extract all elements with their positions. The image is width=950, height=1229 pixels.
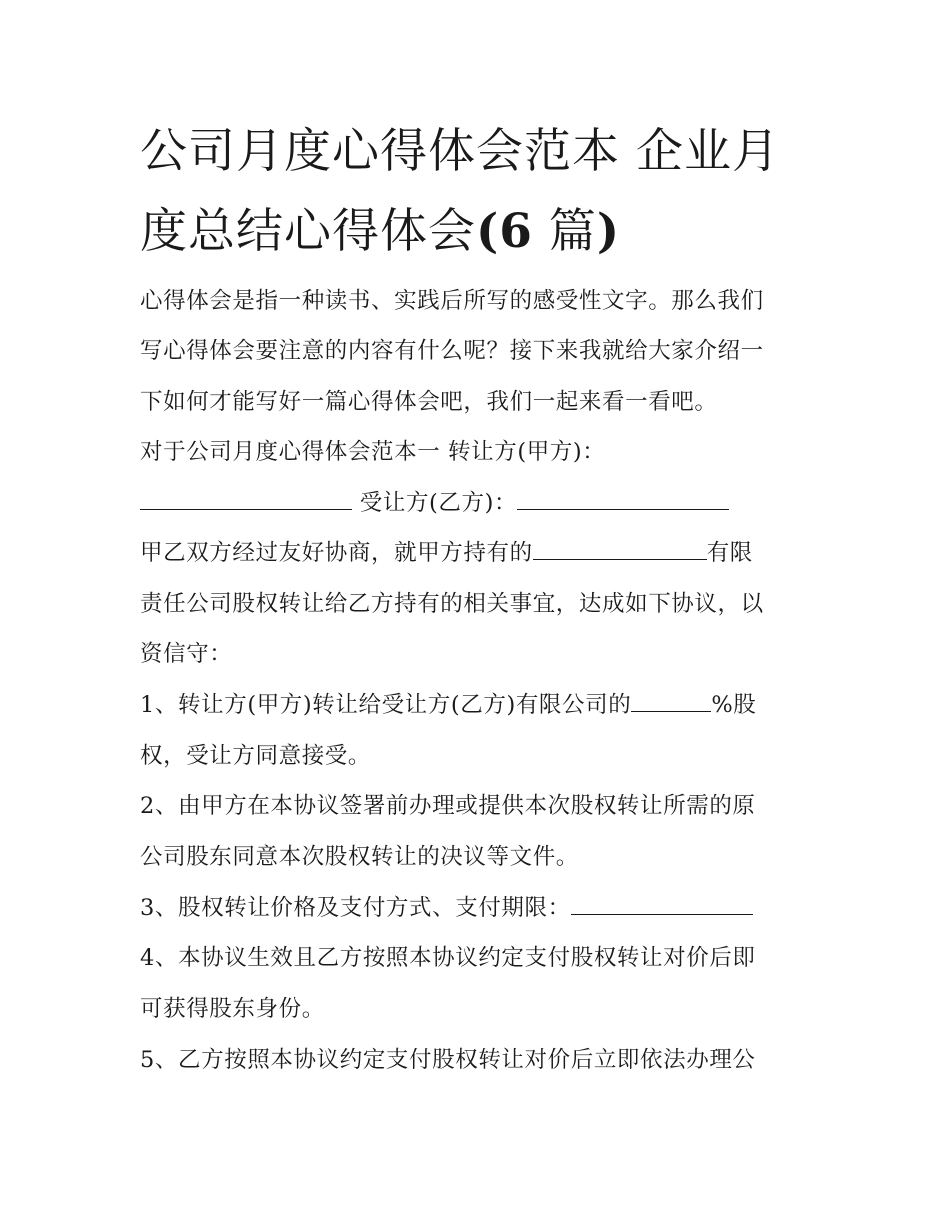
- document-title: [140, 112, 820, 272]
- paragraph-line: 责任公司股权转让给乙方持有的相关事宜，达成如下协议，以: [140, 591, 764, 617]
- party-b-label: 受让方(乙方)：: [352, 490, 518, 516]
- paragraph-line: 对于公司月度心得体会范本一 转让方(甲方)：: [140, 439, 606, 465]
- title-line-2-count: (6: [476, 204, 533, 259]
- paragraph-line: 下如何才能写好一篇心得体会吧，我们一起来看一看吧。: [140, 389, 718, 415]
- title-line-2-word: 篇: [532, 204, 597, 259]
- clause-1-text: 1、转让方(甲方)转让给受让方(乙方)有限公司的: [140, 692, 632, 718]
- agreement-text-tail: 有限: [706, 540, 753, 566]
- percentage-blank: [631, 693, 711, 712]
- paragraph-line: 权，受让方同意接受。: [140, 743, 372, 769]
- agreement-text: 甲乙双方经过友好协商，就甲方持有的: [140, 540, 533, 566]
- paragraph-line: 资信守：: [140, 641, 233, 667]
- clause-2-line: 2、由甲方在本协议签署前办理或提供本次股权转让所需的原: [140, 793, 756, 819]
- party-a-blank: [140, 491, 352, 510]
- clause-1-line: [140, 690, 820, 720]
- paragraph-line: 公司股东同意本次股权转让的决议等文件。: [140, 844, 579, 870]
- company-name-blank: [533, 541, 707, 560]
- clause-3-text: 3、股权转让价格及支付方式、支付期限：: [140, 895, 571, 921]
- clause-4-line: 4、本协议生效且乙方按照本协议约定支付股权转让对价后即: [140, 945, 756, 971]
- title-line-2-prefix: 度总结心得体会: [140, 204, 476, 259]
- paragraph-line: [140, 538, 820, 568]
- title-line-1: 公司月度心得体会范本 企业月: [140, 124, 780, 179]
- paragraph-line: 可获得股东身份。: [140, 996, 325, 1022]
- clause-1-tail: %股: [711, 692, 757, 718]
- title-line-2-close: ): [596, 204, 621, 259]
- party-b-blank: [517, 491, 729, 510]
- price-terms-blank: [571, 896, 753, 915]
- paragraph-line: 写心得体会要注意的内容有什么呢？接下来我就给大家介绍一: [140, 338, 764, 364]
- clause-5-line: 5、乙方按照本协议约定支付股权转让对价后立即依法办理公: [140, 1047, 756, 1073]
- clause-3-line: [140, 893, 820, 923]
- paragraph-line: 心得体会是指一种读书、实践后所写的感受性文字。那么我们: [140, 288, 764, 314]
- party-b-line: [140, 488, 820, 518]
